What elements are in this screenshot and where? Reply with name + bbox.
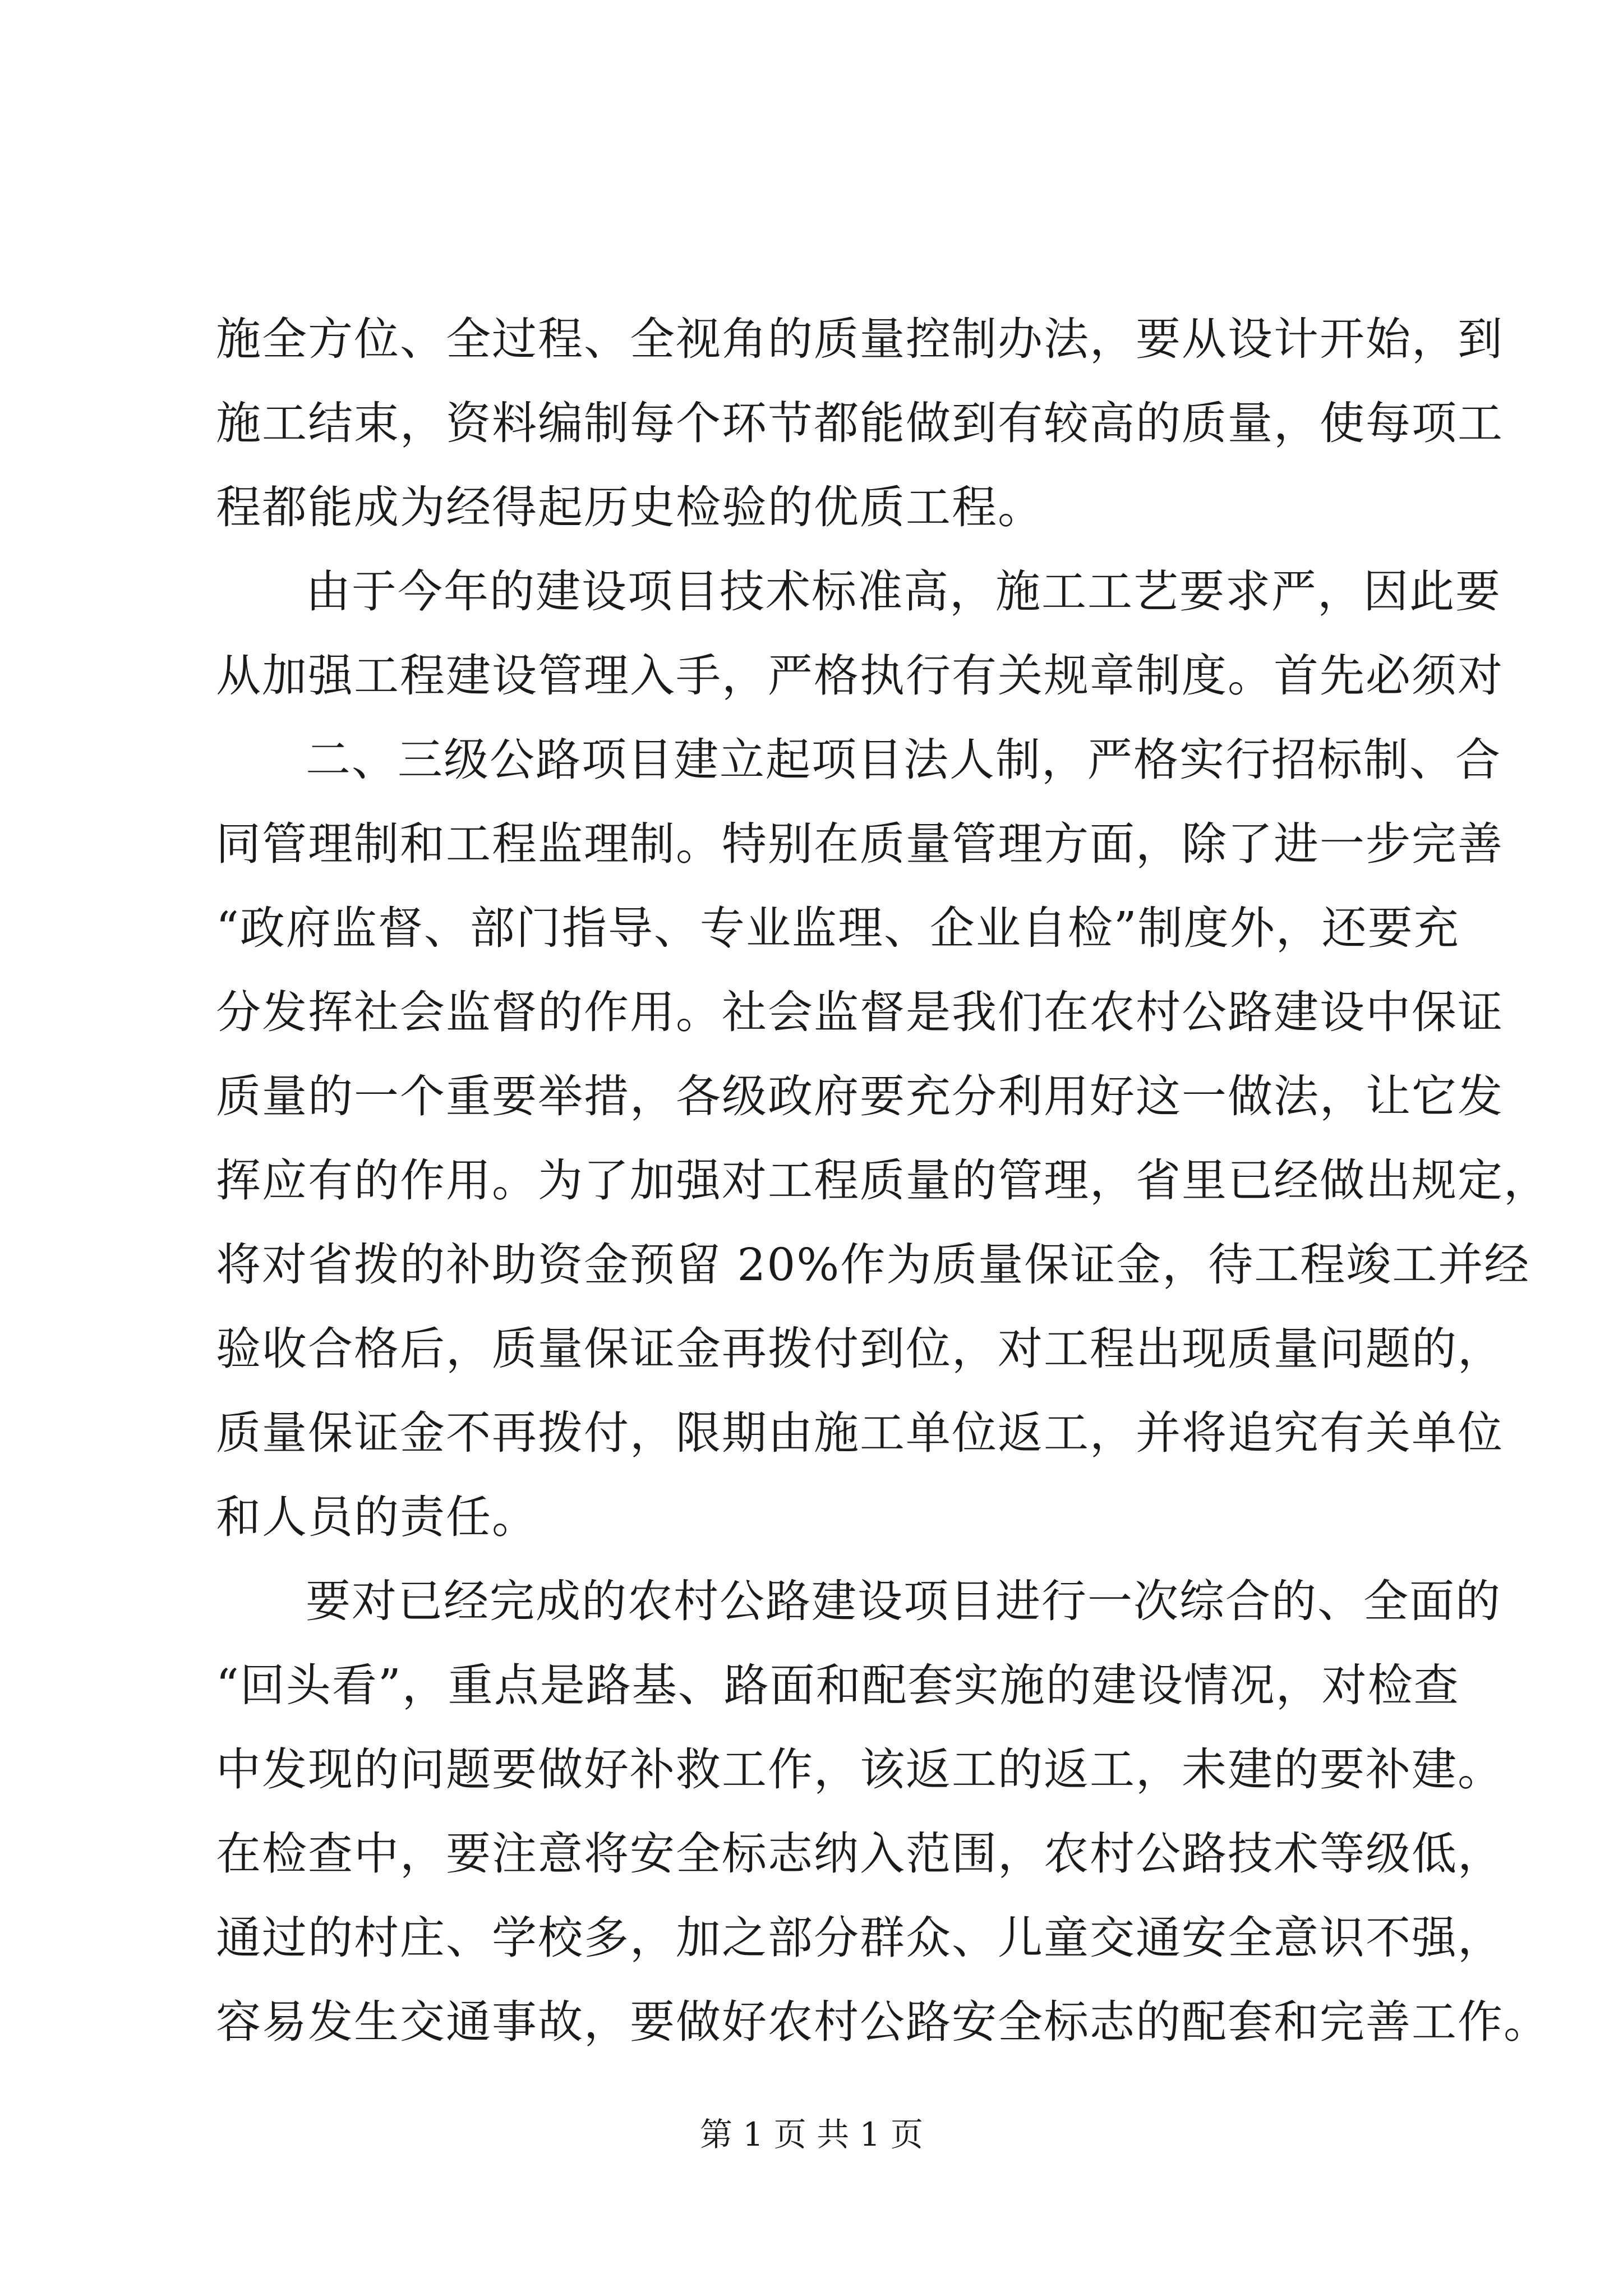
- body-text-line: 验收合格后，质量保证金再拨付到位，对工程出现质量问题的，: [216, 1323, 1504, 1375]
- paragraph-first-line: 二、三级公路项目建立起项目法人制，严格实行招标制、合: [306, 734, 1501, 786]
- paragraph-first-line: 要对已经完成的农村公路建设项目进行一次综合的、全面的: [306, 1575, 1501, 1627]
- body-text-line: “回头看”，重点是路基、路面和配套实施的建设情况，对检查: [216, 1659, 1460, 1711]
- page-number-footer: 第 1 页 共 1 页: [700, 2115, 923, 2154]
- paragraph-first-line: 由于今年的建设项目技术标准高，施工工艺要求严，因此要: [306, 565, 1501, 618]
- body-text-line: 容易发生交通事故，要做好农村公路安全标志的配套和完善工作。: [216, 1996, 1550, 2048]
- body-text-line: 将对省拨的补助资金预留 20%作为质量保证金，待工程竣工并经: [216, 1239, 1530, 1291]
- body-text-line: 施工结束，资料编制每个环节都能做到有较高的质量，使每项工: [216, 397, 1504, 449]
- body-text-line: 分发挥社会监督的作用。社会监督是我们在农村公路建设中保证: [216, 986, 1504, 1038]
- body-text-line: 施全方位、全过程、全视角的质量控制办法，要从设计开始，到: [216, 313, 1504, 365]
- body-text-line: 同管理制和工程监理制。特别在质量管理方面，除了进一步完善: [216, 818, 1504, 870]
- body-text-line: 质量的一个重要举措，各级政府要充分利用好这一做法，让它发: [216, 1070, 1504, 1122]
- body-text-line: “政府监督、部门指导、专业监理、企业自检”制度外，还要充: [216, 902, 1460, 954]
- body-text-line: 通过的村庄、学校多，加之部分群众、儿童交通安全意识不强，: [216, 1912, 1504, 1964]
- body-text-line: 质量保证金不再拨付，限期由施工单位返工，并将追究有关单位: [216, 1407, 1504, 1459]
- body-text-line: 中发现的问题要做好补救工作，该返工的返工，未建的要补建。: [216, 1743, 1504, 1796]
- body-text-line: 和人员的责任。: [216, 1491, 538, 1543]
- body-text-line: 挥应有的作用。为了加强对工程质量的管理，省里已经做出规定，: [216, 1154, 1550, 1207]
- body-text-line: 从加强工程建设管理入手，严格执行有关规章制度。首先必须对: [216, 650, 1504, 702]
- body-text-line: 在检查中，要注意将安全标志纳入范围，农村公路技术等级低，: [216, 1828, 1504, 1880]
- body-text-line: 程都能成为经得起历史检验的优质工程。: [216, 481, 1044, 533]
